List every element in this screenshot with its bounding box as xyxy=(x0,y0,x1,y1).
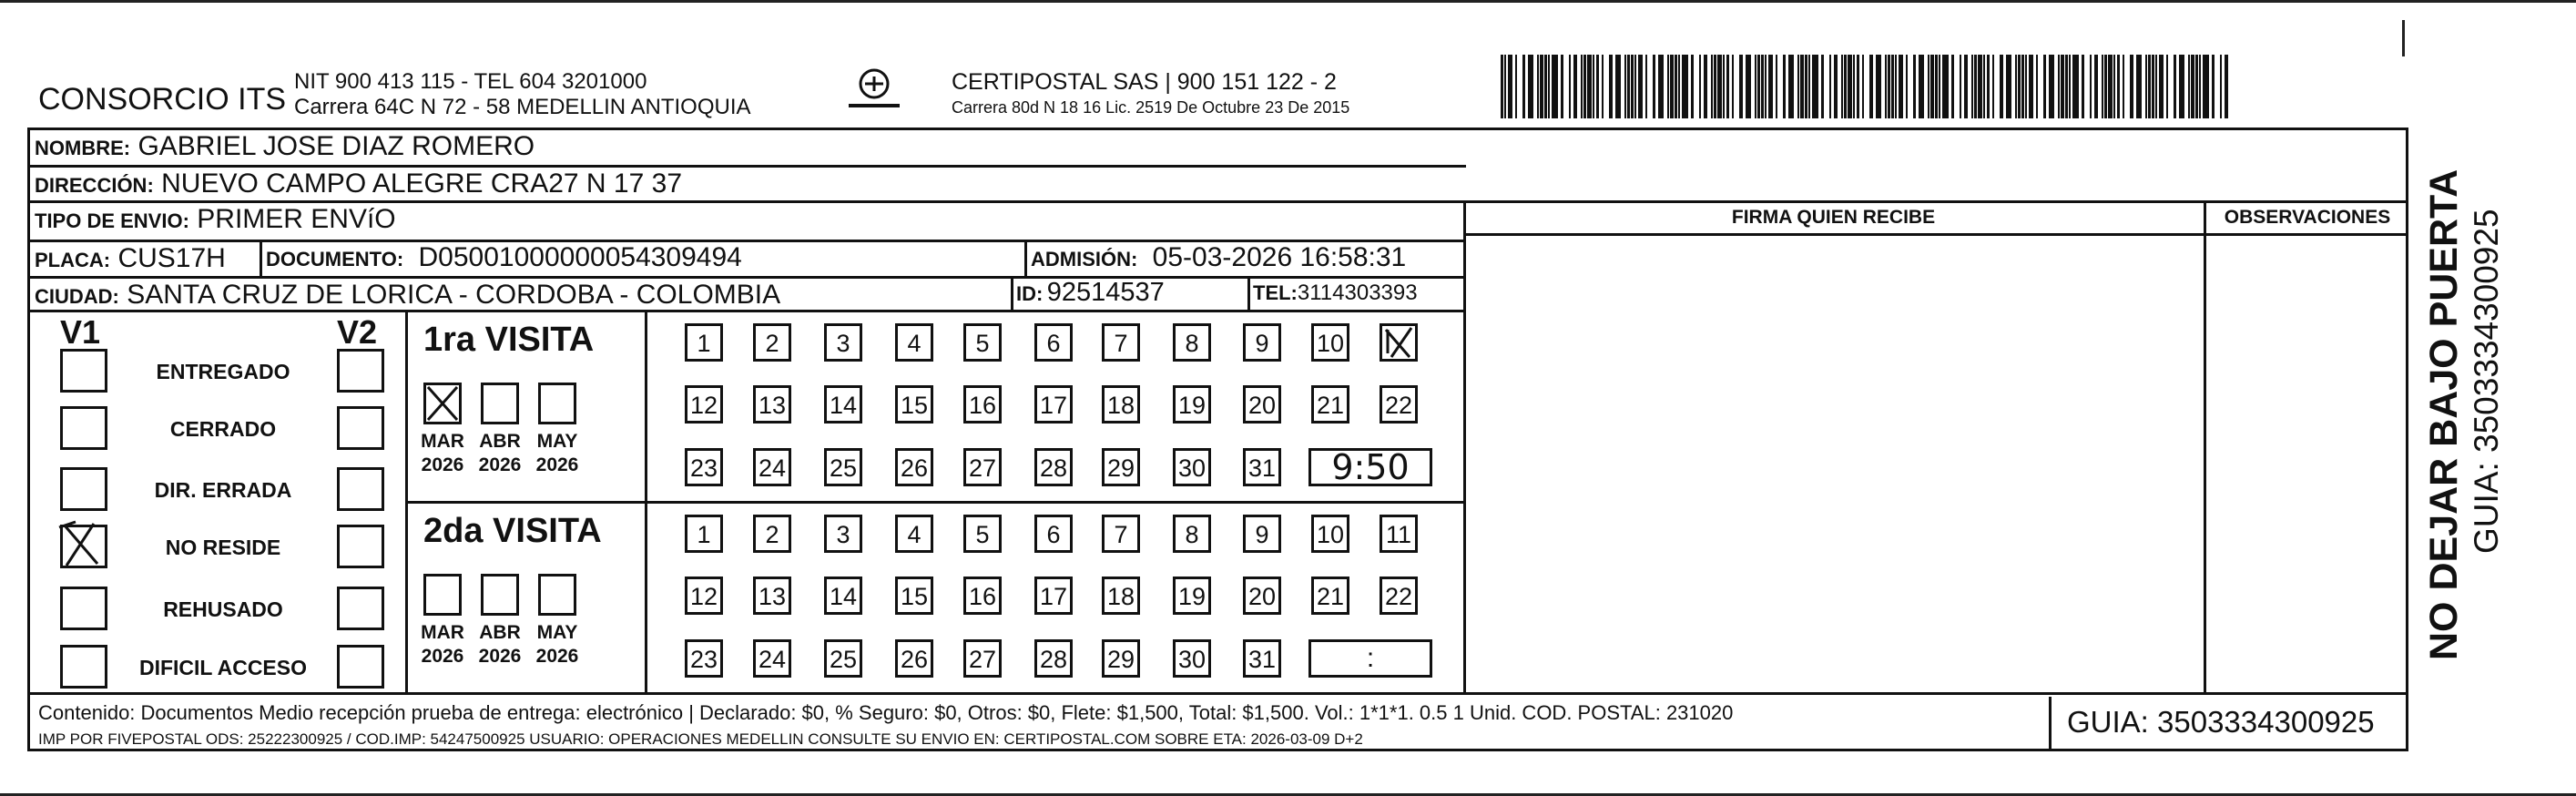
status-v2-checkbox[interactable] xyxy=(337,467,384,511)
status-option-label: CERRADO xyxy=(169,417,277,441)
barcode-bar xyxy=(1834,55,1838,118)
barcode-bar xyxy=(2220,55,2222,118)
barcode-bar xyxy=(1552,55,1558,118)
barcode-bar xyxy=(1711,55,1713,118)
status-option-label: NO RESIDE xyxy=(165,536,281,559)
right-edge-mark xyxy=(2402,20,2405,56)
day-checkbox[interactable]: 31 xyxy=(1243,639,1281,678)
barcode-bar xyxy=(1964,55,1968,118)
month-year: 2026 xyxy=(478,646,522,667)
barcode-bar xyxy=(2018,55,2021,118)
month-year: 2026 xyxy=(535,454,579,475)
barcode-bar xyxy=(1755,55,1756,118)
barcode-bar xyxy=(1783,55,1786,118)
barcode-bar xyxy=(1876,55,1881,118)
month-checkbox[interactable] xyxy=(481,574,519,616)
barcode-bar xyxy=(1627,55,1630,118)
barcode-bar xyxy=(1615,55,1621,118)
barcode-bar xyxy=(1800,55,1804,118)
day-checkbox[interactable]: 15 xyxy=(895,385,933,424)
visit-separator xyxy=(405,501,1463,504)
barcode-bar xyxy=(1768,55,1773,118)
barcode-bar xyxy=(1548,55,1550,118)
barcode-bar xyxy=(1631,55,1634,118)
footer-guia: GUIA: 3503334300925 xyxy=(2067,705,2375,739)
barcode-bar xyxy=(1853,55,1855,118)
barcode-bar xyxy=(2199,55,2201,118)
observaciones-header: OBSERVACIONES xyxy=(2224,207,2391,228)
day-checkbox[interactable]: 7 xyxy=(1102,323,1140,362)
day-checkbox[interactable]: 21 xyxy=(1311,577,1349,615)
barcode-bar xyxy=(1583,55,1586,118)
day-checkbox[interactable]: 4 xyxy=(895,515,933,553)
day-checkbox[interactable]: 9 xyxy=(1243,515,1281,553)
status-option-label: REHUSADO xyxy=(163,597,283,621)
month-label xyxy=(473,621,527,668)
barcode-bar xyxy=(2065,55,2068,118)
day-checkbox[interactable]: 13 xyxy=(753,385,791,424)
barcode-bar xyxy=(2159,55,2164,118)
barcode-bar xyxy=(1899,55,1903,118)
month-label xyxy=(415,621,470,668)
month-label xyxy=(530,430,585,477)
day-checkbox[interactable]: 10 xyxy=(1311,515,1349,553)
barcode-bar xyxy=(1788,55,1794,118)
barcode-bar xyxy=(2061,55,2064,118)
day-checkbox[interactable]: 3 xyxy=(824,515,862,553)
day-checkbox[interactable]: 29 xyxy=(1102,448,1140,486)
barcode-bar xyxy=(1919,55,1924,118)
month-label xyxy=(473,430,527,477)
check-mark-icon xyxy=(57,520,99,558)
day-checkbox[interactable]: 3 xyxy=(824,323,862,362)
row-ciudad xyxy=(27,276,1466,311)
day-checkbox[interactable]: 1 xyxy=(685,323,723,362)
courier-address: Carrera 80d N 18 16 Lic. 2519 De Octubre 23 De 2015 xyxy=(952,98,1350,117)
barcode-bar xyxy=(1573,55,1577,118)
barcode-bar xyxy=(1746,55,1751,118)
barcode-bar xyxy=(1501,55,1503,118)
day-checkbox[interactable]: 22 xyxy=(1380,385,1418,424)
barcode-bar xyxy=(2108,55,2113,118)
barcode-bar xyxy=(2049,55,2054,118)
ciudad-label: CIUDAD: xyxy=(35,285,119,308)
barcode-bar xyxy=(2072,55,2079,118)
day-checkbox[interactable]: 6 xyxy=(1034,515,1073,553)
tipo-value: PRIMER ENVíO xyxy=(197,204,396,234)
barcode-bar xyxy=(1587,55,1592,118)
barcode-bar xyxy=(2179,55,2184,118)
barcode-bar xyxy=(1569,55,1571,118)
day-checkbox[interactable]: 14 xyxy=(824,385,862,424)
day-checkbox[interactable]: 12 xyxy=(685,577,723,615)
firma-left-line xyxy=(1463,200,1466,692)
barcode-bar xyxy=(1978,55,1982,118)
side-guia: GUIA: 3503334300925 xyxy=(2468,209,2505,554)
row-nombre xyxy=(27,130,2408,163)
day-checkbox[interactable]: 19 xyxy=(1173,577,1211,615)
side-warning: NO DEJAR BAJO PUERTA xyxy=(2422,168,2466,660)
month-checkbox[interactable] xyxy=(423,574,462,616)
day-checkbox[interactable]: 11 xyxy=(1380,515,1418,553)
barcode-bar xyxy=(1528,55,1533,118)
barcode-bar xyxy=(1844,55,1847,118)
barcode-bar xyxy=(1857,55,1859,118)
observaciones-left-line xyxy=(2204,200,2206,692)
barcode-bar xyxy=(1812,55,1818,118)
day-checkbox[interactable]: 8 xyxy=(1173,515,1211,553)
barcode-bar xyxy=(2195,55,2198,118)
barcode-bar xyxy=(1757,55,1760,118)
month-checkbox[interactable] xyxy=(481,383,519,424)
check-mark-icon xyxy=(1382,326,1415,359)
barcode-bar xyxy=(1596,55,1599,118)
barcode-bar xyxy=(1670,55,1674,118)
day-checkbox[interactable]: 13 xyxy=(753,577,791,615)
barcode-bar xyxy=(1797,55,1799,118)
barcode-bar xyxy=(1581,55,1583,118)
day-checkbox[interactable]: 8 xyxy=(1173,323,1211,362)
top-edge-line xyxy=(0,0,2576,3)
barcode-bar xyxy=(1658,55,1664,118)
day-checkbox[interactable]: 25 xyxy=(824,448,862,486)
day-checkbox[interactable]: 23 xyxy=(685,639,723,678)
barcode-bar xyxy=(1678,55,1680,118)
barcode-bar xyxy=(1960,55,1961,118)
barcode-bar xyxy=(1935,55,1938,118)
barcode-bar xyxy=(2123,55,2124,118)
month-name: ABR xyxy=(479,622,521,643)
barcode-bar xyxy=(1522,55,1525,118)
barcode-bar xyxy=(1906,55,1908,118)
barcode-bar xyxy=(2188,55,2190,118)
tel-value: 3114303393 xyxy=(1297,281,1418,305)
footer-top-line xyxy=(27,692,2408,695)
barcode-bar xyxy=(2113,55,2115,118)
nombre-label: NOMBRE: xyxy=(35,137,131,159)
nombre-value: GABRIEL JOSE DIAZ ROMERO xyxy=(137,131,535,161)
barcode-bar xyxy=(1667,55,1669,118)
day-checkbox[interactable]: 21 xyxy=(1311,385,1349,424)
admision-label: ADMISIÓN: xyxy=(1031,248,1138,270)
day-checkbox[interactable]: 30 xyxy=(1173,639,1211,678)
day-checkbox[interactable]: 17 xyxy=(1034,385,1073,424)
day-checkbox[interactable] xyxy=(1380,323,1418,362)
day-checkbox[interactable]: 29 xyxy=(1102,639,1140,678)
month-name: MAR xyxy=(421,622,464,643)
status-v1-checkbox[interactable] xyxy=(60,645,107,689)
rows-bottom-line xyxy=(27,310,1466,312)
day-checkbox[interactable]: 12 xyxy=(685,385,723,424)
visit-time-field[interactable]: 9:50 xyxy=(1308,448,1432,486)
day-checkbox[interactable]: 6 xyxy=(1034,323,1073,362)
barcode-bar xyxy=(2145,55,2147,118)
barcode-bar xyxy=(1593,55,1594,118)
status-v2-checkbox[interactable] xyxy=(337,349,384,393)
barcode-bar xyxy=(1765,55,1767,118)
barcode-bar xyxy=(1537,55,1539,118)
admision-value: 05-03-2026 16:58:31 xyxy=(1152,242,1407,272)
barcode-bar xyxy=(1805,55,1807,118)
tel-divider xyxy=(1247,276,1250,310)
day-checkbox[interactable]: 14 xyxy=(824,577,862,615)
barcode-bar xyxy=(2152,55,2154,118)
day-checkbox[interactable]: 24 xyxy=(753,639,791,678)
barcode-bar xyxy=(2058,55,2060,118)
barcode-bar xyxy=(1928,55,1929,118)
month-checkbox[interactable] xyxy=(538,383,576,424)
barcode-bar xyxy=(2029,55,2033,118)
barcode-bar xyxy=(1821,55,1824,118)
documento-value: D05001000000054309494 xyxy=(418,242,742,272)
firma-header-line xyxy=(1463,233,2408,236)
id-divider xyxy=(1011,276,1013,310)
barcode-bar xyxy=(1951,55,1954,118)
row-direccion xyxy=(27,165,1466,200)
visit-title: 1ra VISITA xyxy=(423,321,595,359)
status-v2-checkbox[interactable] xyxy=(337,587,384,630)
day-checkbox[interactable]: 24 xyxy=(753,448,791,486)
firma-header: FIRMA QUIEN RECIBE xyxy=(1731,207,1936,228)
v1-label: V1 xyxy=(60,313,101,351)
barcode-bar xyxy=(1930,55,1934,118)
barcode-bar xyxy=(1699,55,1701,118)
barcode-bar xyxy=(2117,55,2120,118)
barcode-bar xyxy=(1974,55,1977,118)
day-checkbox[interactable]: 27 xyxy=(963,448,1002,486)
barcode-bar xyxy=(2166,55,2168,118)
barcode-bar xyxy=(2212,55,2215,118)
day-checkbox[interactable]: 30 xyxy=(1173,448,1211,486)
documento-group xyxy=(266,240,742,276)
barcode-bar xyxy=(1634,55,1636,118)
admision-divider xyxy=(1024,240,1027,276)
month-label xyxy=(530,621,585,668)
barcode-bar xyxy=(1841,55,1843,118)
barcode-bar xyxy=(1602,55,1604,118)
barcode-bar xyxy=(1761,55,1764,118)
barcode-bar xyxy=(1776,55,1777,118)
day-checkbox[interactable]: 2 xyxy=(753,323,791,362)
barcode-bar xyxy=(2025,55,2027,118)
barcode-bar xyxy=(1691,55,1694,118)
month-label xyxy=(415,430,470,477)
barcode-bar xyxy=(1653,55,1655,118)
barcode-bar xyxy=(1704,55,1707,118)
company-address: Carrera 64C N 72 - 58 MEDELLIN ANTIOQUIA xyxy=(294,95,751,119)
barcode-bar xyxy=(2225,55,2228,118)
barcode-bar xyxy=(2000,55,2003,118)
day-checkbox[interactable]: 7 xyxy=(1102,515,1140,553)
day-checkbox[interactable]: 4 xyxy=(895,323,933,362)
tel-group xyxy=(1253,276,1418,310)
barcode-bar xyxy=(2006,55,2011,118)
barcode-bar xyxy=(1829,55,1831,118)
month-year: 2026 xyxy=(535,646,579,667)
status-v1-checkbox[interactable] xyxy=(60,406,107,450)
day-checkbox[interactable]: 17 xyxy=(1034,577,1073,615)
footer-imp: IMP POR FIVEPOSTAL ODS: 25222300925 / COD.IMP: 54247500925 USUARIO: OPERACIONES MEDELLIN CONSULTE SU ENVIO EN: CERTIPOSTAL.COM SOBRE ETA: 2026-03-09 D+2 xyxy=(38,730,1363,748)
status-v1-checkbox[interactable] xyxy=(60,587,107,630)
barcode-bar xyxy=(1939,55,1940,118)
month-checkbox[interactable] xyxy=(538,574,576,616)
day-checkbox[interactable]: 5 xyxy=(963,515,1002,553)
barcode-bar xyxy=(1992,55,1994,118)
day-checkbox[interactable]: 26 xyxy=(895,448,933,486)
placa-divider xyxy=(260,240,262,276)
day-checkbox[interactable]: 27 xyxy=(963,639,1002,678)
barcode-bar xyxy=(1891,55,1894,118)
barcode-bar xyxy=(1723,55,1725,118)
barcode-bar xyxy=(1913,55,1916,118)
barcode-bar xyxy=(1862,55,1864,118)
day-checkbox[interactable]: 26 xyxy=(895,639,933,678)
barcode-bar xyxy=(2069,55,2071,118)
barcode-bar xyxy=(1808,55,1810,118)
month-year: 2026 xyxy=(421,646,464,667)
status-option-label: ENTREGADO xyxy=(156,360,290,383)
day-checkbox[interactable]: 16 xyxy=(963,385,1002,424)
tel-label: TEL: xyxy=(1253,281,1298,304)
certipostal-logo xyxy=(847,66,901,118)
barcode-bar xyxy=(1888,55,1890,118)
day-checkbox[interactable]: 25 xyxy=(824,639,862,678)
barcode-bar xyxy=(1609,55,1613,118)
barcode-bar xyxy=(2155,55,2157,118)
barcode-bar xyxy=(2203,55,2209,118)
tipo-label: TIPO DE ENVIO: xyxy=(35,209,189,232)
barcode-bar xyxy=(2102,55,2103,118)
barcode-bar xyxy=(1645,55,1647,118)
day-checkbox[interactable]: 16 xyxy=(963,577,1002,615)
direccion-label: DIRECCIÓN: xyxy=(35,174,154,197)
barcode-bar xyxy=(1515,55,1517,118)
barcode-bar xyxy=(1942,55,1949,118)
barcode-bar xyxy=(2104,55,2107,118)
documento-label: DOCUMENTO: xyxy=(266,248,404,270)
barcode-bar xyxy=(1675,55,1677,118)
day-checkbox[interactable]: 15 xyxy=(895,577,933,615)
placa-value: CUS17H xyxy=(117,243,226,273)
company-nit: NIT 900 413 115 - TEL 604 3201000 xyxy=(294,69,647,94)
barcode-bar xyxy=(2082,55,2084,118)
status-v1-checkbox[interactable] xyxy=(60,349,107,393)
day-checkbox[interactable]: 20 xyxy=(1243,385,1281,424)
day-checkbox[interactable]: 28 xyxy=(1034,639,1073,678)
admision-group xyxy=(1031,240,1406,276)
barcode-bar xyxy=(2094,55,2098,118)
barcode-bar xyxy=(1987,55,1990,118)
barcode-bar xyxy=(1895,55,1897,118)
check-mark-icon xyxy=(426,385,459,422)
barcode-bar xyxy=(1983,55,1985,118)
barcode-bar xyxy=(2021,55,2024,118)
company-name: CONSORCIO ITS xyxy=(38,82,287,117)
status-v2-checkbox[interactable] xyxy=(337,525,384,568)
id-value: 92514537 xyxy=(1046,278,1165,307)
status-option-label: DIFICIL ACCESO xyxy=(138,656,307,679)
status-v1-checkbox[interactable] xyxy=(60,525,107,568)
barcode-bar xyxy=(1544,55,1547,118)
barcode-bar xyxy=(1714,55,1716,118)
barcode-bar xyxy=(1508,55,1512,118)
day-checkbox[interactable]: 31 xyxy=(1243,448,1281,486)
month-year: 2026 xyxy=(478,454,522,475)
day-checkbox[interactable]: 23 xyxy=(685,448,723,486)
barcode-bar xyxy=(2148,55,2151,118)
footer-contenido: Contenido: Documentos Medio recepción prueba de entrega: electrónico | Declarado: $0, % Seguro: $0, Otros: $0, Flete: $1,500, Total: $1,500. Vol.: 1*1*1. 0.5 1 Unid. COD. POSTAL: 231020 xyxy=(38,701,1734,724)
day-checkbox[interactable]: 28 xyxy=(1034,448,1073,486)
barcode-bar xyxy=(1848,55,1852,118)
direccion-value: NUEVO CAMPO ALEGRE CRA27 N 17 37 xyxy=(161,168,682,199)
month-name: MAY xyxy=(536,622,578,643)
barcode-bar xyxy=(1504,55,1506,118)
barcode-bar xyxy=(1638,55,1643,118)
v2-label: V2 xyxy=(337,313,378,351)
barcode-bar xyxy=(1869,55,1873,118)
barcode-bar xyxy=(1717,55,1722,118)
status-option-label: DIR. ERRADA xyxy=(154,478,292,502)
day-checkbox[interactable]: 22 xyxy=(1380,577,1418,615)
day-checkbox[interactable]: 9 xyxy=(1243,323,1281,362)
day-checkbox[interactable]: 18 xyxy=(1102,577,1140,615)
barcode-bar xyxy=(1732,55,1734,118)
barcode-bar xyxy=(2191,55,2194,118)
day-checkbox[interactable]: 2 xyxy=(753,515,791,553)
barcode-bar xyxy=(1540,55,1543,118)
month-name: MAR xyxy=(421,431,464,452)
month-name: MAY xyxy=(536,431,578,452)
status-v2-checkbox[interactable] xyxy=(337,406,384,450)
barcode-bar xyxy=(1885,55,1887,118)
status-v1-checkbox[interactable] xyxy=(60,467,107,511)
barcode-bar xyxy=(2036,55,2038,118)
id-group xyxy=(1016,276,1165,310)
status-v2-checkbox[interactable] xyxy=(337,645,384,689)
month-name: ABR xyxy=(479,431,521,452)
courier-name: CERTIPOSTAL SAS | 900 151 122 - 2 xyxy=(952,69,1337,95)
barcode xyxy=(1501,55,2233,118)
day-checkbox[interactable]: 5 xyxy=(963,323,1002,362)
day-checkbox[interactable]: 1 xyxy=(685,515,723,553)
ciudad-value: SANTA CRUZ DE LORICA - CORDOBA - COLOMBIA xyxy=(127,280,781,310)
id-label: ID: xyxy=(1016,282,1044,305)
day-checkbox[interactable]: 18 xyxy=(1102,385,1140,424)
day-checkbox[interactable]: 19 xyxy=(1173,385,1211,424)
barcode-bar xyxy=(1726,55,1729,118)
barcode-bar xyxy=(2043,55,2046,118)
barcode-bar xyxy=(1561,55,1563,118)
barcode-bar xyxy=(1971,55,1973,118)
day-checkbox[interactable]: 10 xyxy=(1311,323,1349,362)
barcode-bar xyxy=(2130,55,2133,118)
visit-time-field[interactable]: : xyxy=(1308,639,1432,678)
month-checkbox[interactable] xyxy=(423,383,462,424)
barcode-bar xyxy=(2174,55,2176,118)
placa-label: PLACA: xyxy=(35,249,111,271)
visit-title: 2da VISITA xyxy=(423,512,602,550)
day-checkbox[interactable]: 20 xyxy=(1243,577,1281,615)
month-year: 2026 xyxy=(421,454,464,475)
barcode-bar xyxy=(2015,55,2017,118)
barcode-bar xyxy=(1739,55,1743,118)
barcode-bar xyxy=(2136,55,2142,118)
barcode-bar xyxy=(2090,55,2092,118)
barcode-bar xyxy=(1624,55,1626,118)
barcode-bar xyxy=(1682,55,1688,118)
